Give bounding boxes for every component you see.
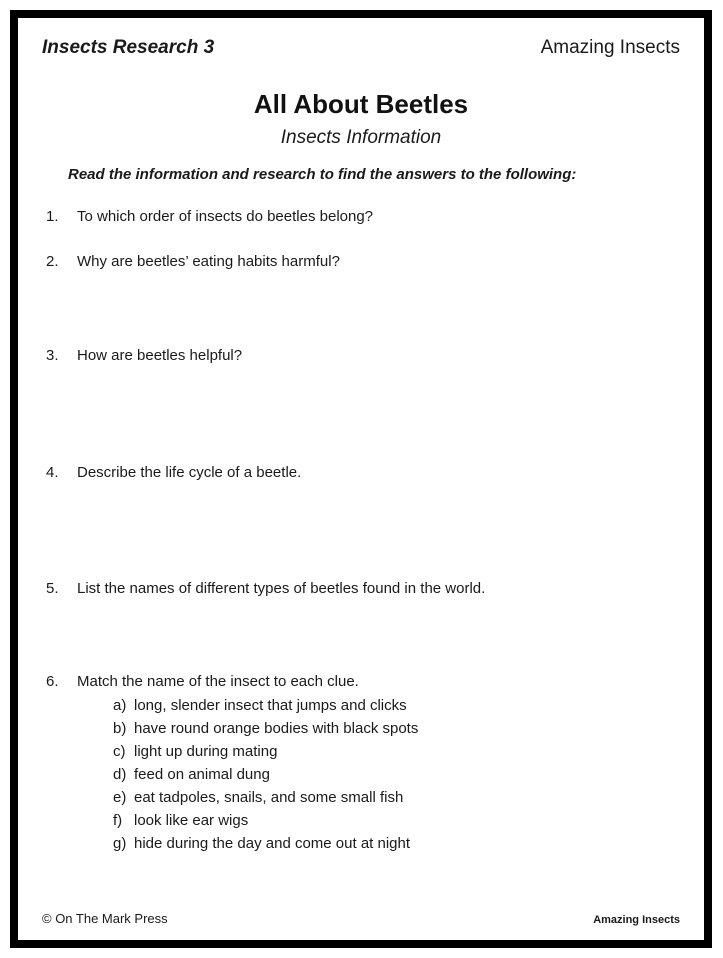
footer-book-title: Amazing Insects	[593, 914, 680, 926]
page-header	[42, 36, 680, 60]
page-border-frame	[10, 10, 712, 948]
question-row-6	[42, 671, 680, 692]
question-text: Match the name of the insect to each clue.	[77, 673, 359, 690]
question-text: How are beetles helpful?	[77, 347, 243, 364]
sub-item-text: have round orange bodies with black spots	[134, 720, 419, 737]
question-text: Describe the life cycle of a beetle.	[77, 464, 302, 481]
sub-item-text: light up during mating	[134, 743, 278, 760]
sub-item-label: g)	[113, 835, 127, 852]
header-series-title: Insects Research 3	[42, 37, 215, 58]
sub-item-b	[113, 717, 680, 740]
instruction-text: Read the information and research to find the answers to the following:	[68, 166, 577, 183]
question-text: List the names of different types of beetles found in the world.	[77, 580, 486, 597]
question-number: 6.	[46, 673, 59, 690]
sub-item-c	[113, 740, 680, 763]
page-subtitle: Insects Information	[280, 127, 442, 148]
sub-item-label: e)	[113, 789, 127, 806]
sub-item-text: hide during the day and come out at night	[134, 835, 411, 852]
question-text: Why are beetles’ eating habits harmful?	[77, 253, 340, 270]
sub-item-a	[113, 694, 680, 717]
sub-item-label: f)	[113, 812, 123, 829]
question-row-4	[42, 462, 680, 483]
sub-item-e	[113, 786, 680, 809]
sub-item-label: a)	[113, 697, 127, 714]
question-number: 2.	[46, 253, 59, 270]
sub-item-text: long, slender insect that jumps and clicks	[134, 697, 407, 714]
question-6-sub-list	[113, 694, 680, 855]
question-number: 1.	[46, 208, 59, 225]
question-number: 3.	[46, 347, 59, 364]
sub-item-label: b)	[113, 720, 127, 737]
sub-item-text: eat tadpoles, snails, and some small fish	[134, 789, 404, 806]
sub-item-label: d)	[113, 766, 127, 783]
sub-item-g	[113, 832, 680, 855]
page-footer	[42, 911, 680, 926]
sub-item-label: c)	[113, 743, 126, 760]
header-book-title: Amazing Insects	[540, 37, 680, 58]
sub-item-f	[113, 809, 680, 832]
page-title: All About Beetles	[253, 89, 469, 119]
sub-item-d	[113, 763, 680, 786]
page-content	[18, 18, 704, 940]
question-number: 4.	[46, 464, 59, 481]
question-row-5	[42, 578, 680, 599]
question-list	[42, 206, 680, 855]
sub-item-text: feed on animal dung	[134, 766, 270, 783]
question-row-2	[42, 251, 680, 272]
question-number: 5.	[46, 580, 59, 597]
question-row-1	[42, 206, 680, 227]
footer-copyright: © On The Mark Press	[42, 911, 168, 926]
sub-item-text: look like ear wigs	[134, 812, 249, 829]
question-row-3	[42, 345, 680, 366]
question-text: To which order of insects do beetles belong?	[77, 208, 374, 225]
